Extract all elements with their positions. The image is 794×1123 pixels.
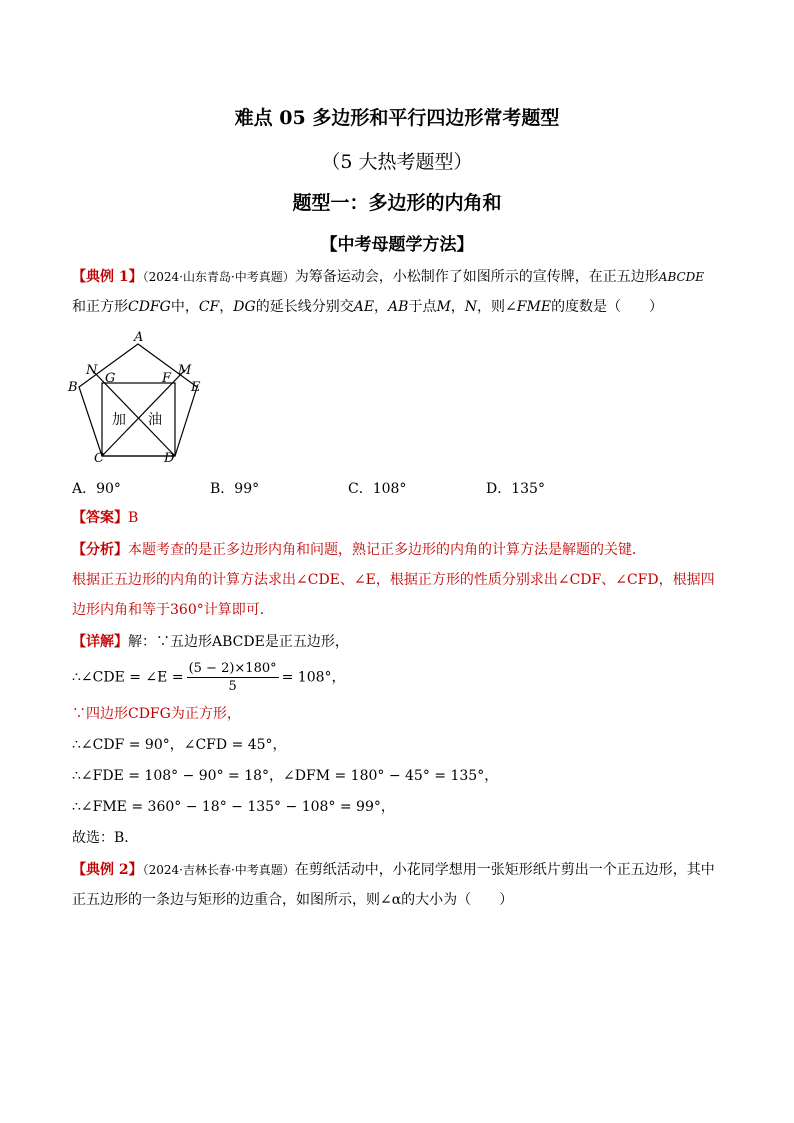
analysis-line2: 根据正五边形的内角的计算方法求出∠CDE、∠E，根据正方形的性质分别求出∠CDF、∠CFD，根据四 bbox=[72, 572, 715, 588]
fraction bbox=[187, 660, 279, 695]
detail-line2 bbox=[72, 660, 346, 695]
label-c: C bbox=[94, 451, 104, 465]
example1-var-ae: AE bbox=[353, 299, 375, 315]
detail-text-1: 解：∵五边形ABCDE是正五边形， bbox=[128, 634, 349, 650]
example1-text-a: 和正方形 bbox=[72, 299, 128, 315]
example2-line1 bbox=[72, 860, 715, 880]
example1-text-b: 中， bbox=[170, 299, 199, 315]
label-g: G bbox=[105, 371, 116, 386]
example1-text-e: ， bbox=[374, 299, 389, 315]
label-a: A bbox=[134, 330, 144, 345]
example1-source: （2024·山东青岛·中考真题） bbox=[142, 270, 295, 284]
example1-var-m: M bbox=[436, 299, 451, 315]
example2-line2: 正五边形的一条边与矩形的边重合，如图所示，则∠α的大小为（ ） bbox=[72, 892, 514, 908]
detail-text-2-pre: ∴∠CDE = ∠E = bbox=[72, 669, 184, 686]
label-e: E bbox=[191, 380, 201, 395]
section-title: 题型一：多边形的内角和 bbox=[292, 192, 502, 214]
fraction-numerator: (5 − 2)×180° bbox=[188, 661, 277, 676]
example1-var-n: N bbox=[464, 299, 478, 315]
answer-tag: 【答案】 bbox=[72, 510, 128, 526]
example1-text-i: 的度数是（ ） bbox=[551, 299, 664, 315]
analysis-tag: 【分析】 bbox=[72, 542, 128, 558]
example1-var: ABCDE bbox=[658, 270, 705, 284]
pentagon-square-figure bbox=[66, 330, 216, 465]
label-b: B bbox=[68, 380, 78, 395]
option-c: C．108° bbox=[348, 481, 407, 497]
example1-text-h: ，则∠ bbox=[477, 299, 517, 315]
label-m: M bbox=[178, 363, 192, 378]
detail-line7: 故选：B． bbox=[72, 830, 139, 846]
detail-text-2-post: = 108°， bbox=[281, 669, 346, 686]
detail-line3: ∵四边形CDFG为正方形， bbox=[72, 706, 241, 722]
detail-line1 bbox=[72, 632, 349, 652]
example1-var-dg: DG bbox=[233, 299, 256, 315]
example1-line2 bbox=[72, 297, 663, 317]
char-jia: 加 bbox=[112, 412, 126, 428]
label-n: N bbox=[86, 363, 98, 378]
example2-text: 在剪纸活动中，小花同学想用一张矩形纸片剪出一个正五边形，其中 bbox=[294, 862, 715, 878]
analysis-line3: 边形内角和等于360°计算即可． bbox=[72, 602, 274, 618]
example2-source: （2024·吉林长春·中考真题） bbox=[142, 863, 295, 877]
example1-text-d: 的延长线分别交 bbox=[255, 299, 354, 315]
example1-text-c: ， bbox=[219, 299, 234, 315]
pentagon-shape bbox=[79, 344, 197, 456]
example1-tag: 【典例 1】 bbox=[72, 269, 143, 285]
example1-var-cdfg: CDFG bbox=[128, 299, 171, 315]
label-f: F bbox=[162, 371, 172, 386]
example1-text-g: ， bbox=[450, 299, 465, 315]
page-title: 难点 05 多边形和平行四边形常考题型 bbox=[234, 107, 560, 129]
option-a: A．90° bbox=[72, 481, 121, 497]
option-d: D．135° bbox=[486, 481, 545, 497]
example1-line1 bbox=[72, 267, 704, 287]
example1-var-fme: FME bbox=[516, 299, 552, 315]
method-heading: 【中考母题学方法】 bbox=[320, 235, 474, 255]
fraction-denominator: 5 bbox=[228, 679, 237, 694]
analysis-line1 bbox=[72, 540, 646, 560]
example2-tag: 【典例 2】 bbox=[72, 862, 143, 878]
detail-line4: ∴∠CDF = 90°，∠CFD = 45°， bbox=[72, 737, 287, 753]
option-b: B．99° bbox=[210, 481, 260, 497]
detail-line6: ∴∠FME = 360° − 18° − 135° − 108° = 99°， bbox=[72, 799, 395, 815]
example1-text-f: 于点 bbox=[408, 299, 437, 315]
answer-value: B bbox=[128, 510, 139, 526]
label-d: D bbox=[164, 451, 175, 465]
example1-var-cf: CF bbox=[198, 299, 220, 315]
example1-text: 为筹备运动会，小松制作了如图所示的宣传牌，在正五边形 bbox=[294, 269, 659, 285]
answer-line bbox=[72, 508, 138, 528]
char-you: 油 bbox=[148, 412, 162, 428]
example1-var-ab: AB bbox=[388, 299, 409, 315]
page-subtitle: （5 大热考题型） bbox=[321, 151, 473, 173]
analysis-text-1: 本题考查的是正多边形内角和问题，熟记正多边形的内角的计算方法是解题的关键． bbox=[128, 542, 646, 558]
detail-tag: 【详解】 bbox=[72, 634, 128, 650]
detail-line5: ∴∠FDE = 108° − 90° = 18°，∠DFM = 180° − 45° = 135°， bbox=[72, 768, 499, 784]
